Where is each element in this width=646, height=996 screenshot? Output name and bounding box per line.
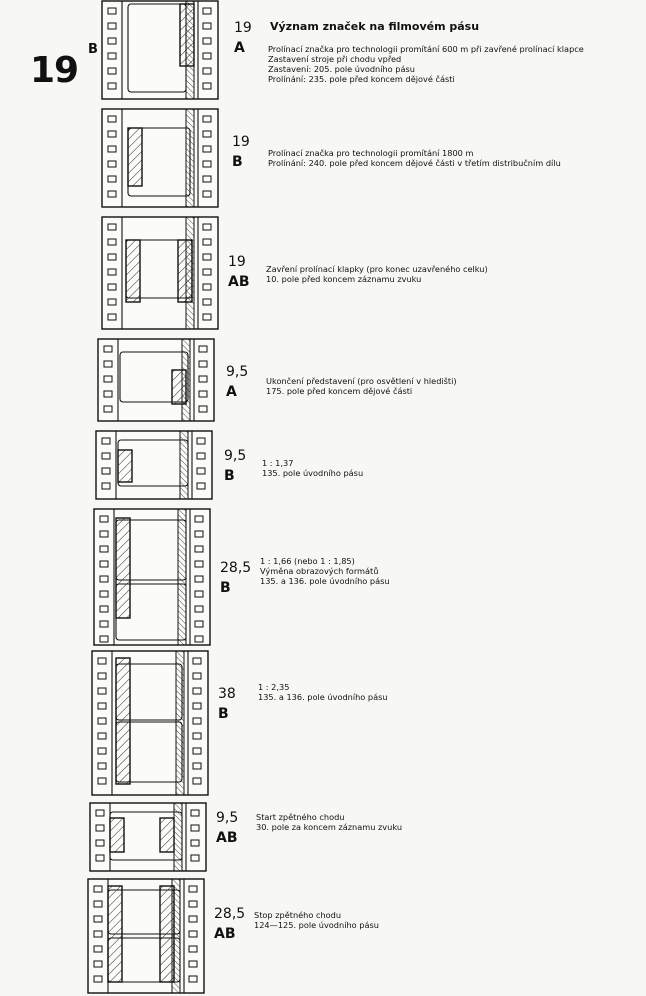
film-frame-diagram [94, 509, 210, 645]
marker-code-3 [228, 252, 250, 292]
film-strip-7 [90, 650, 220, 798]
film-border [98, 339, 214, 421]
marker-number: 19 [234, 20, 252, 36]
description-line: 30. pole za koncem záznamu zvuku [256, 822, 403, 832]
film-strip-4 [96, 338, 226, 424]
marker-code-2 [232, 132, 250, 172]
marker-letter: B [218, 706, 229, 722]
film-border [94, 509, 210, 645]
description-line: 1 : 2,35 [258, 682, 290, 692]
film-frame-diagram [98, 339, 214, 421]
marker-letter: B [224, 468, 235, 484]
film-border [96, 431, 212, 499]
marker-description-6 [260, 556, 390, 586]
cue-mark [178, 240, 192, 302]
description-line: 135. pole úvodního pásu [262, 468, 364, 478]
marker-number: 9,5 [226, 364, 249, 380]
marker-code-1 [234, 18, 252, 58]
soundtrack [178, 509, 186, 645]
marker-number: 28,5 [220, 560, 252, 576]
cue-mark [128, 128, 142, 186]
soundtrack [174, 803, 182, 871]
marker-description-2 [268, 148, 561, 168]
marker-letter: B [232, 154, 243, 170]
film-frame-diagram [102, 1, 218, 99]
description-line: 1 : 1,66 (nebo 1 : 1,85) [260, 556, 355, 566]
marker-number: 19 [232, 134, 250, 150]
film-border [90, 803, 206, 871]
description-line: Start zpětného chodu [256, 812, 345, 822]
marker-description-1 [268, 44, 584, 84]
cue-mark [116, 658, 130, 784]
page-title: Význam značek na filmovém pásu [270, 20, 480, 33]
marker-number: 28,5 [214, 906, 246, 922]
marker-code-9 [214, 904, 245, 944]
cue-mark [108, 886, 122, 982]
cue-mark [118, 450, 132, 482]
page-number: 19 [30, 50, 79, 91]
marker-number: 38 [218, 686, 236, 702]
description-line: 135. a 136. pole úvodního pásu [260, 576, 390, 586]
marker-description-3 [266, 264, 488, 284]
film-border [102, 109, 218, 207]
film-frame-diagram [90, 803, 206, 871]
marker-code-8 [216, 808, 238, 848]
marker-description-7 [258, 682, 388, 702]
film-frame-diagram [88, 879, 204, 993]
description-line: 10. pole před koncem záznamu zvuku [266, 274, 422, 284]
description-line: Prolínací značka pro technologii promítání 600 m při zavřené prolínací klapce [268, 44, 584, 54]
cue-mark [180, 4, 194, 66]
soundtrack [180, 431, 188, 499]
film-border [88, 879, 204, 993]
marker-letter: AB [228, 274, 250, 290]
page-letter: B [88, 42, 98, 57]
marker-number: 19 [228, 254, 246, 270]
cue-mark [116, 518, 130, 618]
cue-mark [160, 818, 174, 852]
soundtrack [176, 651, 184, 795]
marker-description-8 [256, 812, 402, 832]
description-line: Zastavení: 205. pole úvodního pásu [268, 64, 415, 74]
film-border [102, 1, 218, 99]
description-line: Ukončení představení (pro osvětlení v hledišti) [266, 376, 457, 386]
marker-letter: B [220, 580, 231, 596]
marker-letter: A [226, 384, 237, 400]
marker-number: 9,5 [224, 448, 247, 464]
film-frame-diagram [102, 109, 218, 207]
cue-mark [126, 240, 140, 302]
description-line: Zastavení stroje při chodu vpřed [268, 54, 402, 64]
marker-code-6 [220, 558, 251, 598]
description-line: Prolínací značka pro technologii promítání 1800 m [268, 148, 474, 158]
film-border [102, 217, 218, 329]
cue-mark [172, 370, 186, 404]
description-line: Výměna obrazových formátů [260, 566, 379, 576]
cue-mark [110, 818, 124, 852]
film-strip-6 [92, 508, 222, 648]
marker-number: 9,5 [216, 810, 239, 826]
marker-code-4 [226, 362, 248, 402]
film-strip-1 [100, 0, 230, 102]
description-line: 124—125. pole úvodního pásu [254, 920, 379, 930]
marker-description-5 [262, 458, 363, 478]
marker-code-7 [218, 684, 236, 724]
film-strip-2 [100, 108, 230, 210]
description-line: 175. pole před koncem dějové části [266, 386, 413, 396]
film-strip-3 [100, 216, 230, 332]
description-line: Prolínání: 235. pole před koncem dějové části [268, 74, 455, 84]
description-line: 135. a 136. pole úvodního pásu [258, 692, 388, 702]
film-frame-diagram [102, 217, 218, 329]
marker-description-9 [254, 910, 379, 930]
cue-mark [160, 886, 174, 982]
film-strip-8 [88, 802, 218, 874]
film-border [92, 651, 208, 795]
marker-letter: AB [216, 830, 238, 846]
film-frame-diagram [92, 651, 208, 795]
description-line: Prolínání: 240. pole před koncem dějové části v třetím distribučním dílu [268, 158, 561, 168]
marker-description-4 [266, 376, 457, 396]
marker-letter: A [234, 40, 245, 56]
marker-code-5 [224, 446, 246, 486]
marker-letter: AB [214, 926, 236, 942]
description-line: Zavření prolínací klapky (pro konec uzavřeného celku) [266, 264, 488, 274]
film-frame-diagram [96, 431, 212, 499]
film-strip-5 [94, 430, 224, 502]
film-strip-9 [86, 878, 216, 996]
description-line: Stop zpětného chodu [254, 910, 342, 920]
description-line: 1 : 1,37 [262, 458, 294, 468]
